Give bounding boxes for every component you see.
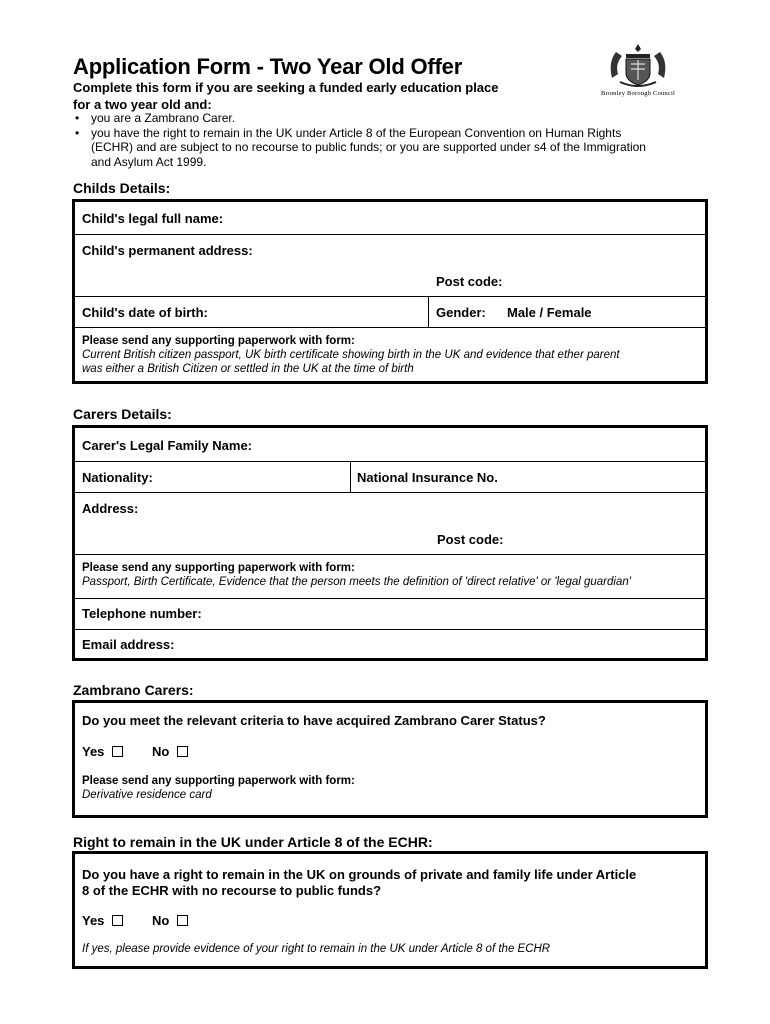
child-dob-label: Child's date of birth: (82, 305, 208, 320)
carers-details-box (72, 425, 708, 661)
zambrano-question: Do you meet the relevant criteria to have acquired Zambrano Carer Status? (82, 713, 546, 728)
child-paperwork-text-1: Current British citizen passport, UK birth certificate showing birth in the UK and evidence that ether parent (82, 349, 620, 361)
bullet-item: • you have the right to remain in the UK under Article 8 of the European Convention on Human Rights (75, 125, 622, 140)
bullet-icon: • (75, 125, 80, 140)
gender-options[interactable]: Male / Female (507, 305, 592, 320)
carer-paperwork-text: Passport, Birth Certificate, Evidence that the person meets the definition of 'direct relative' or 'legal guardian' (82, 576, 631, 588)
childs-details-heading: Childs Details: (73, 180, 171, 196)
carer-address-label: Address: (82, 501, 139, 516)
checkbox-icon[interactable] (112, 915, 123, 926)
child-address-label: Child's permanent address: (82, 243, 253, 258)
ni-number-label: National Insurance No. (357, 470, 498, 485)
page-title: Application Form - Two Year Old Offer (73, 54, 463, 79)
checkbox-icon[interactable] (177, 915, 188, 926)
echr-heading: Right to remain in the UK under Article 8 of the ECHR: (73, 834, 433, 850)
echr-yes-option[interactable]: Yes (82, 913, 123, 928)
bullet-item: • you are a Zambrano Carer. (75, 111, 236, 125)
telephone-label: Telephone number: (82, 606, 202, 621)
gender-label: Gender: (436, 305, 486, 320)
council-name: Bromley Borough Council (601, 90, 675, 97)
carer-family-name-label: Carer's Legal Family Name: (82, 438, 252, 453)
echr-question-line-2: 8 of the ECHR with no recourse to public funds? (82, 883, 382, 898)
echr-box (72, 851, 708, 969)
childs-details-box (72, 199, 708, 384)
zambrano-paperwork-label: Please send any supporting paperwork with form: (82, 775, 355, 787)
carer-paperwork-label: Please send any supporting paperwork with form: (82, 562, 355, 574)
child-name-label: Child's legal full name: (82, 211, 224, 226)
email-label: Email address: (82, 637, 175, 652)
council-crest-icon (598, 42, 678, 90)
zambrano-yes-option[interactable]: Yes (82, 744, 123, 759)
echr-no-option[interactable]: No (152, 913, 188, 928)
echr-evidence-note: If yes, please provide evidence of your right to remain in the UK under Article 8 of the ECHR (82, 943, 551, 955)
carer-postcode-label: Post code: (437, 532, 504, 547)
zambrano-no-option[interactable]: No (152, 744, 188, 759)
zambrano-box (72, 700, 708, 818)
zambrano-paperwork-text: Derivative residence card (82, 789, 212, 801)
child-postcode-label: Post code: (436, 274, 503, 289)
subtitle-line-2: for a two year old and: (73, 97, 212, 112)
child-paperwork-text-2: was either a British Citizen or settled in the UK at the time of birth (82, 363, 414, 375)
echr-question-line-1: Do you have a right to remain in the UK on grounds of private and family life under Article (82, 867, 637, 882)
checkbox-icon[interactable] (112, 746, 123, 757)
checkbox-icon[interactable] (177, 746, 188, 757)
zambrano-heading: Zambrano Carers: (73, 682, 194, 698)
eligibility-bullets: • you are a Zambrano Carer. • you have the right to remain in the UK under Article 8 of the European Convention on Human Rights (ECHR) and are subject to no recourse to public funds; or you are supported under s4 of the Immigration and Asylum Act 1999. (73, 111, 713, 169)
subtitle-line-1: Complete this form if you are seeking a funded early education place (73, 80, 499, 95)
child-paperwork-label: Please send any supporting paperwork with form: (82, 335, 355, 347)
bullet-icon: • (75, 111, 80, 125)
nationality-label: Nationality: (82, 470, 153, 485)
council-logo (598, 42, 678, 100)
carers-details-heading: Carers Details: (73, 406, 172, 422)
